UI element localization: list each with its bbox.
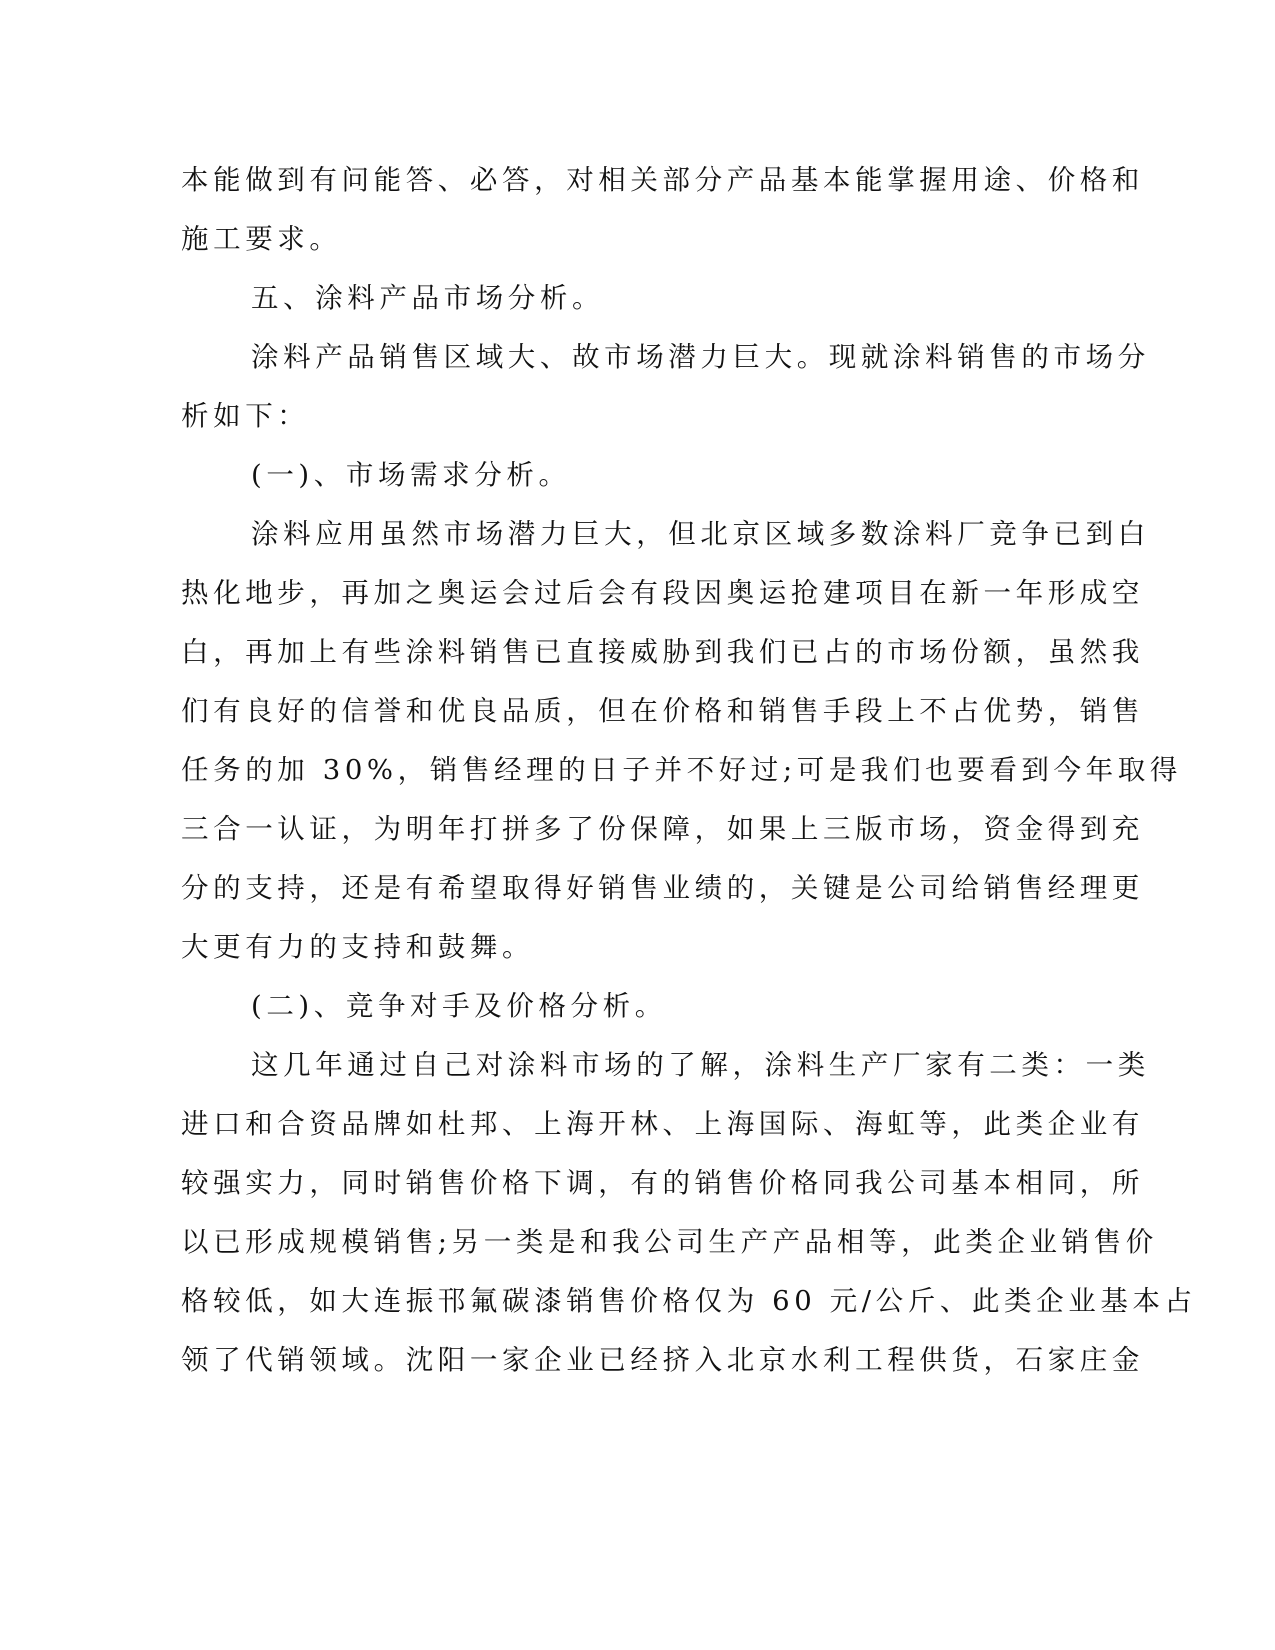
text-line: 任务的加 30%，销售经理的日子并不好过;可是我们也要看到今年取得 xyxy=(181,754,1182,786)
text-line: 进口和合资品牌如杜邦、上海开林、上海国际、海虹等，此类企业有 xyxy=(181,1108,1144,1140)
text-line: 以已形成规模销售;另一类是和我公司生产产品相等，此类企业销售价 xyxy=(181,1226,1158,1258)
text-line: 三合一认证，为明年打拼多了份保障，如果上三版市场，资金得到充 xyxy=(181,813,1144,845)
subsection-heading: (二)、竞争对手及价格分析。 xyxy=(251,990,667,1022)
section-heading: 五、涂料产品市场分析。 xyxy=(251,282,605,314)
text-line: 热化地步，再加之奥运会过后会有段因奥运抢建项目在新一年形成空 xyxy=(181,577,1144,609)
text-line: 析如下： xyxy=(181,400,310,432)
text-line: 涂料应用虽然市场潜力巨大，但北京区域多数涂料厂竞争已到白 xyxy=(251,518,1150,550)
text-line: 领了代销领域。沈阳一家企业已经挤入北京水利工程供货，石家庄金 xyxy=(181,1344,1144,1376)
subsection-heading: (一)、市场需求分析。 xyxy=(251,459,571,491)
text-line: 这几年通过自己对涂料市场的了解，涂料生产厂家有二类：一类 xyxy=(251,1049,1150,1081)
text-line: 大更有力的支持和鼓舞。 xyxy=(181,931,535,963)
text-line: 较强实力，同时销售价格下调，有的销售价格同我公司基本相同，所 xyxy=(181,1167,1144,1199)
text-line: 们有良好的信誉和优良品质，但在价格和销售手段上不占优势，销售 xyxy=(181,695,1144,727)
text-line: 白，再加上有些涂料销售已直接威胁到我们已占的市场份额，虽然我 xyxy=(181,636,1144,668)
text-line: 施工要求。 xyxy=(181,223,342,255)
text-line: 分的支持，还是有希望取得好销售业绩的，关键是公司给销售经理更 xyxy=(181,872,1144,904)
text-line: 本能做到有问能答、必答，对相关部分产品基本能掌握用途、价格和 xyxy=(181,164,1144,196)
text-line: 涂料产品销售区域大、故市场潜力巨大。现就涂料销售的市场分 xyxy=(251,341,1150,373)
text-line: 格较低，如大连振邗氟碳漆销售价格仅为 60 元/公斤、此类企业基本占 xyxy=(181,1285,1197,1317)
